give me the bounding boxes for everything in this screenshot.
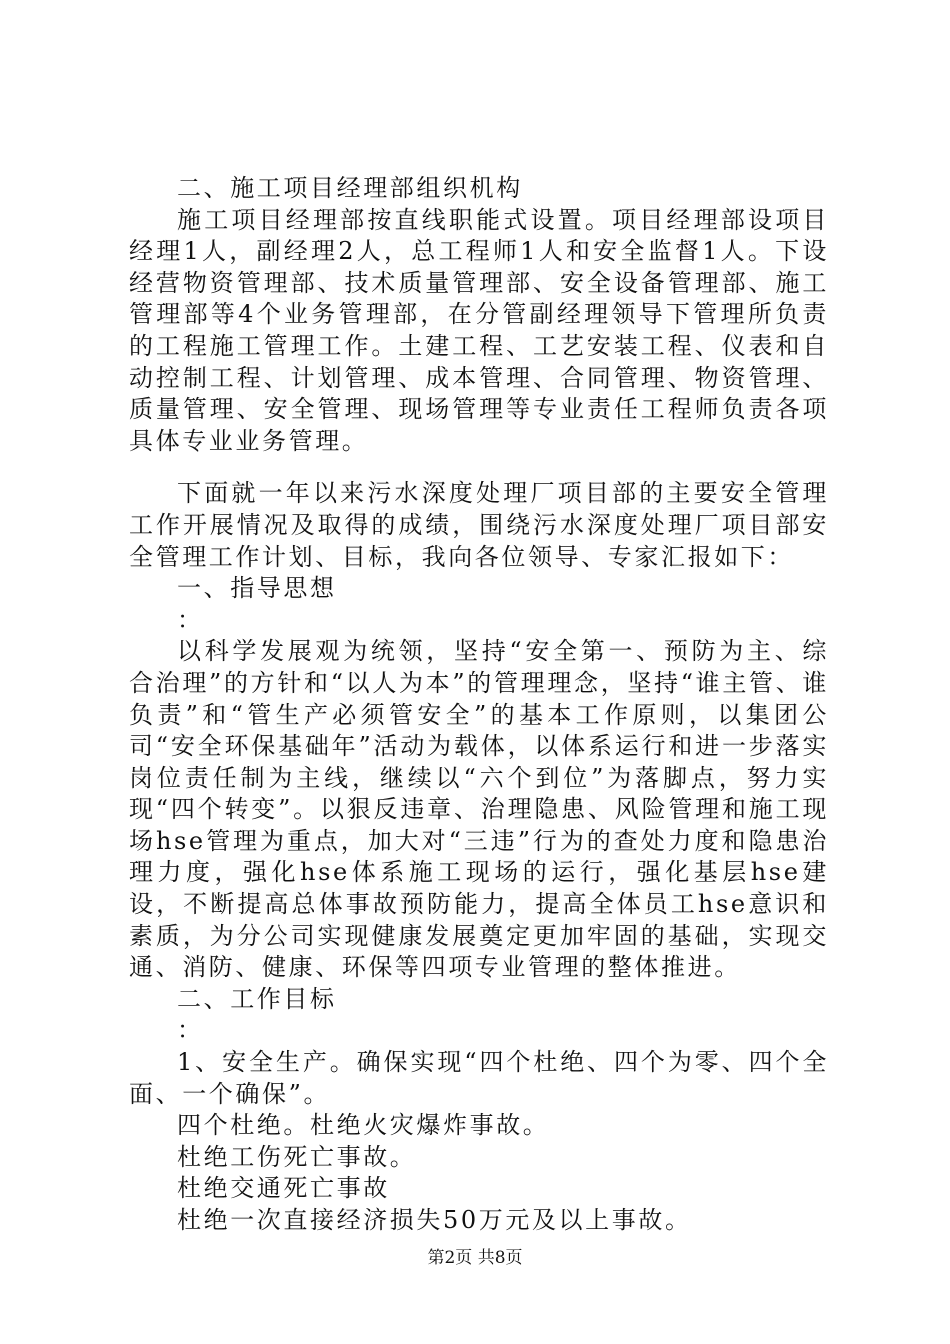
colon-line: ： — [177, 1016, 204, 1045]
page-footer — [0, 1243, 950, 1268]
list-item: 杜绝一次直接经济损失50万元及以上事故。 — [177, 1206, 692, 1234]
list-item: 杜绝工伤死亡事故。 — [177, 1142, 417, 1171]
page-number-label: 第2页 共8页 — [427, 1248, 523, 1268]
list-item: 杜绝交通死亡事故 — [177, 1174, 390, 1203]
paragraph-org-structure: 施工项目经理部按直线职能式设置。项目经理部设项目经理1人，副经理2人，总工程师1人和安全监督1人。下设经营物资管理部、技术质量管理部、安全设备管理部、施工管理部等4个业务管理部，在分管副经理领导下管理所负责的工程施工管理工作。土建工程、工艺安装工程、仪表和自动控制工程、计划管理、成本管理、合同管理、物资管理、质量管理、安全管理、现场管理等专业责任工程师负责各项具体专业业务管理。 — [129, 205, 829, 455]
paragraph-goal-safety: 1、安全生产。确保实现“四个杜绝、四个为零、四个全面、一个确保”。 — [129, 1048, 829, 1108]
paragraph-guide: 以科学发展观为统领，坚持“安全第一、预防为主、综合治理”的方针和“以人为本”的管理理念，坚持“谁主管、谁负责”和“管生产必须管安全”的基本工作原则，以集团公司“安全环保基础年”活动为载体，以体系运行和进一步落实岗位责任制为主线，继续以“六个到位”为落脚点，努力实现“四个转变”。以狠反违章、治理隐患、风险管理和施工现场hse管理为重点，加大对“三违”行为的查处力度和隐患治理力度，强化hse体系施工现场的运行，强化基层hse建设，不断提高总体事故预防能力，提高全体员工hse意识和素质，为分公司实现健康发展奠定更加牢固的基础，实现交通、消防、健康、环保等四项专业管理的整体推进。 — [129, 637, 829, 982]
paragraph-intro: 下面就一年以来污水深度处理厂项目部的主要安全管理工作开展情况及取得的成绩，围绕污水深度处理厂项目部安全管理工作计划、目标，我向各位领导、专家汇报如下： — [129, 479, 829, 571]
section-heading-guide: 一、指导思想 — [177, 574, 337, 603]
list-item: 四个杜绝。杜绝火灾爆炸事故。 — [177, 1111, 550, 1140]
section-heading-goal: 二、工作目标 — [177, 984, 337, 1013]
colon-line: ： — [177, 605, 204, 634]
document-body — [129, 173, 829, 1237]
section-heading-org: 二、施工项目经理部组织机构 — [177, 174, 523, 202]
paragraph-gap — [129, 457, 829, 478]
